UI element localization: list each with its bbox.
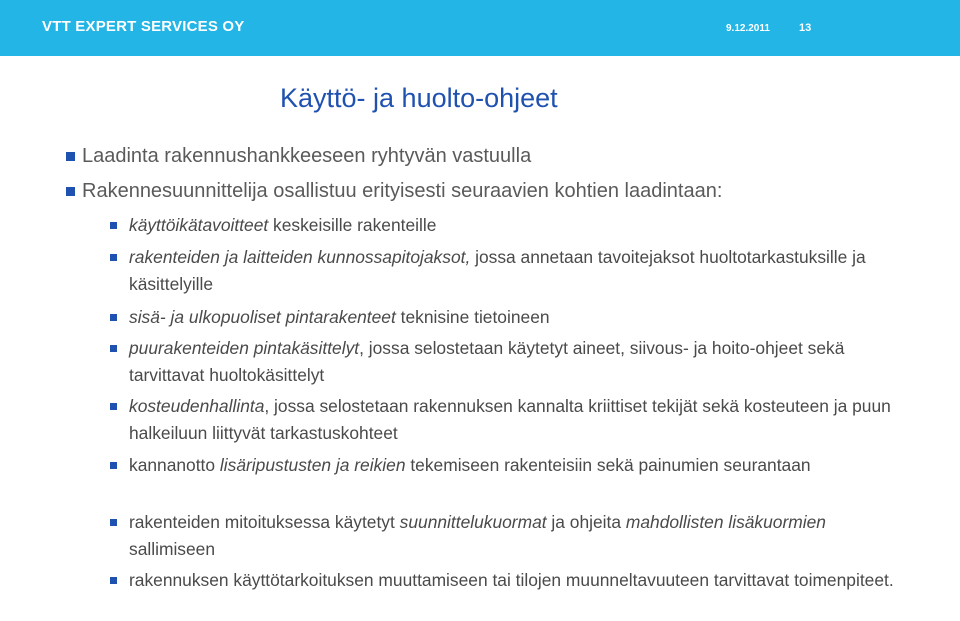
square-bullet-icon [110, 403, 117, 410]
sub-bullet-text: kosteudenhallinta, jossa selostetaan rakennuksen kannalta kriittiset tekijät sekä kosteuteen ja puun halkeiluun liittyvät tarkastuskohteet [129, 396, 891, 443]
square-bullet-icon [66, 187, 75, 196]
square-bullet-icon [110, 314, 117, 321]
square-bullet-icon [110, 577, 117, 584]
square-bullet-icon [110, 345, 117, 352]
square-bullet-icon [110, 222, 117, 229]
sub-bullet-item [110, 304, 910, 331]
sub-bullet-item [110, 452, 910, 479]
sub-bullet-text: käyttöikätavoitteet keskeisille rakenteille [129, 215, 437, 235]
sub-bullet-text: rakenteiden ja laitteiden kunnossapitojaksot, jossa annetaan tavoitejaksot huoltotarkastuksille ja käsittelyille [129, 247, 866, 294]
bullet-text: Laadinta rakennushankkeeseen ryhtyvän vastuulla [82, 145, 532, 167]
slide-date: 9.12.2011 [726, 23, 770, 34]
square-bullet-icon [66, 152, 75, 161]
sub-bullet-item [110, 212, 910, 239]
sub-bullet-item [110, 509, 910, 563]
square-bullet-icon [110, 462, 117, 469]
sub-bullet-text: rakennuksen käyttötarkoituksen muuttamiseen tai tilojen muunneltavuuteen tarvittavat toimenpiteet. [129, 570, 894, 590]
bullet-text: Rakennesuunnittelija osallistuu erityisesti seuraavien kohtien laadintaan: [82, 180, 723, 202]
page-number: 13 [799, 22, 812, 34]
sub-bullet-item [110, 244, 910, 298]
header-bar [0, 0, 960, 56]
company-name: VTT EXPERT SERVICES OY [42, 18, 245, 35]
sub-bullet-text: sisä- ja ulkopuoliset pintarakenteet teknisine tietoineen [129, 307, 550, 327]
square-bullet-icon [110, 254, 117, 261]
sub-bullet-text: kannanotto lisäripustusten ja reikien tekemiseen rakenteisiin sekä painumien seurantaan [129, 455, 811, 475]
sub-bullet-text: rakenteiden mitoituksessa käytetyt suunnittelukuormat ja ohjeita mahdollisten lisäkuormien sallimiseen [129, 512, 826, 559]
sub-bullet-item [110, 567, 910, 594]
sub-bullet-item [110, 335, 910, 389]
sub-bullet-text: puurakenteiden pintakäsittelyt, jossa selostetaan käytetyt aineet, siivous- ja hoito-ohjeet sekä tarvittavat huoltokäsittelyt [129, 338, 845, 385]
slide-title: Käyttö- ja huolto-ohjeet [280, 83, 558, 113]
sub-bullet-item [110, 393, 910, 447]
square-bullet-icon [110, 519, 117, 526]
